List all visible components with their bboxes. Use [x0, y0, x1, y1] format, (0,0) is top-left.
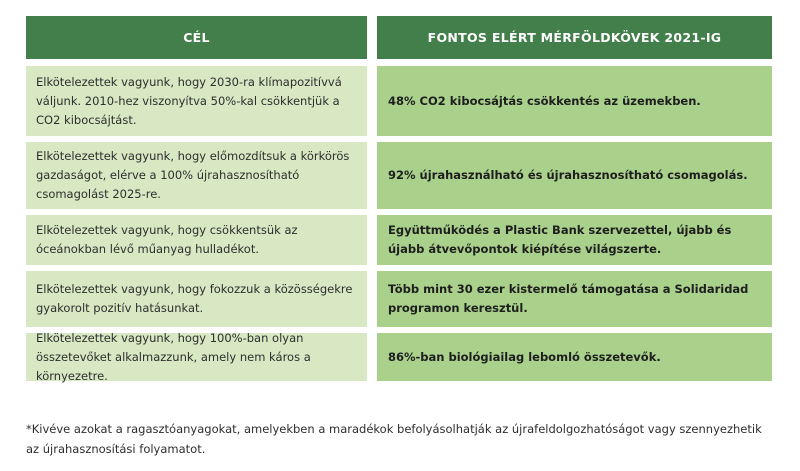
table-row — [26, 271, 772, 327]
goal-cell: Elkötelezettek vagyunk, hogy fokozzuk a közösségekre gyakorolt pozitív hatásunkat. — [26, 271, 367, 327]
milestone-column-header: FONTOS ELÉRT MÉRFÖLDKÖVEK 2021-IG — [377, 16, 772, 59]
goal-cell: Elkötelezettek vagyunk, hogy 2030-ra klímapozitívvá váljunk. 2010-hez viszonyítva 50%-kal csökkentjük a CO2 kibocsájtást. — [26, 66, 367, 136]
milestone-cell: 92% újrahasználható és újrahasznosítható csomagolás. — [377, 142, 772, 209]
milestone-cell: Több mint 30 ezer kistermelő támogatása a Solidaridad programon keresztül. — [377, 271, 772, 327]
table-row — [26, 66, 772, 136]
milestone-cell: 86%-ban biológiailag lebomló összetevők. — [377, 333, 772, 381]
table-header-row — [26, 16, 772, 59]
milestone-cell: Együttműködés a Plastic Bank szervezettel, újabb és újabb átvevőpontok kiépítése világszerte. — [377, 215, 772, 265]
goal-column-header: CÉL — [26, 16, 367, 59]
goal-cell: Elkötelezettek vagyunk, hogy csökkentsük az óceánokban lévő műanyag hulladékot. — [26, 215, 367, 265]
table-row — [26, 330, 772, 383]
footnote: *Kivéve azokat a ragasztóanyagokat, amelyekben a maradékok befolyásolhatják az újrafeldolgozhatóságot vagy szennyezhetik az újrahasznosítási folyamatot. — [26, 422, 762, 456]
goals-table — [26, 16, 772, 381]
table-row — [26, 142, 772, 209]
table-row — [26, 215, 772, 265]
milestone-cell: 48% CO2 kibocsájtás csökkentés az üzemekben. — [377, 66, 772, 136]
goal-cell: Elkötelezettek vagyunk, hogy előmozdítsuk a körkörös gazdaságot, elérve a 100% újrahasznosítható csomagolást 2025-re. — [26, 142, 367, 209]
goal-cell: Elkötelezettek vagyunk, hogy 100%-ban olyan összetevőket alkalmazzunk, amely nem káros a környezetre. — [26, 333, 367, 381]
